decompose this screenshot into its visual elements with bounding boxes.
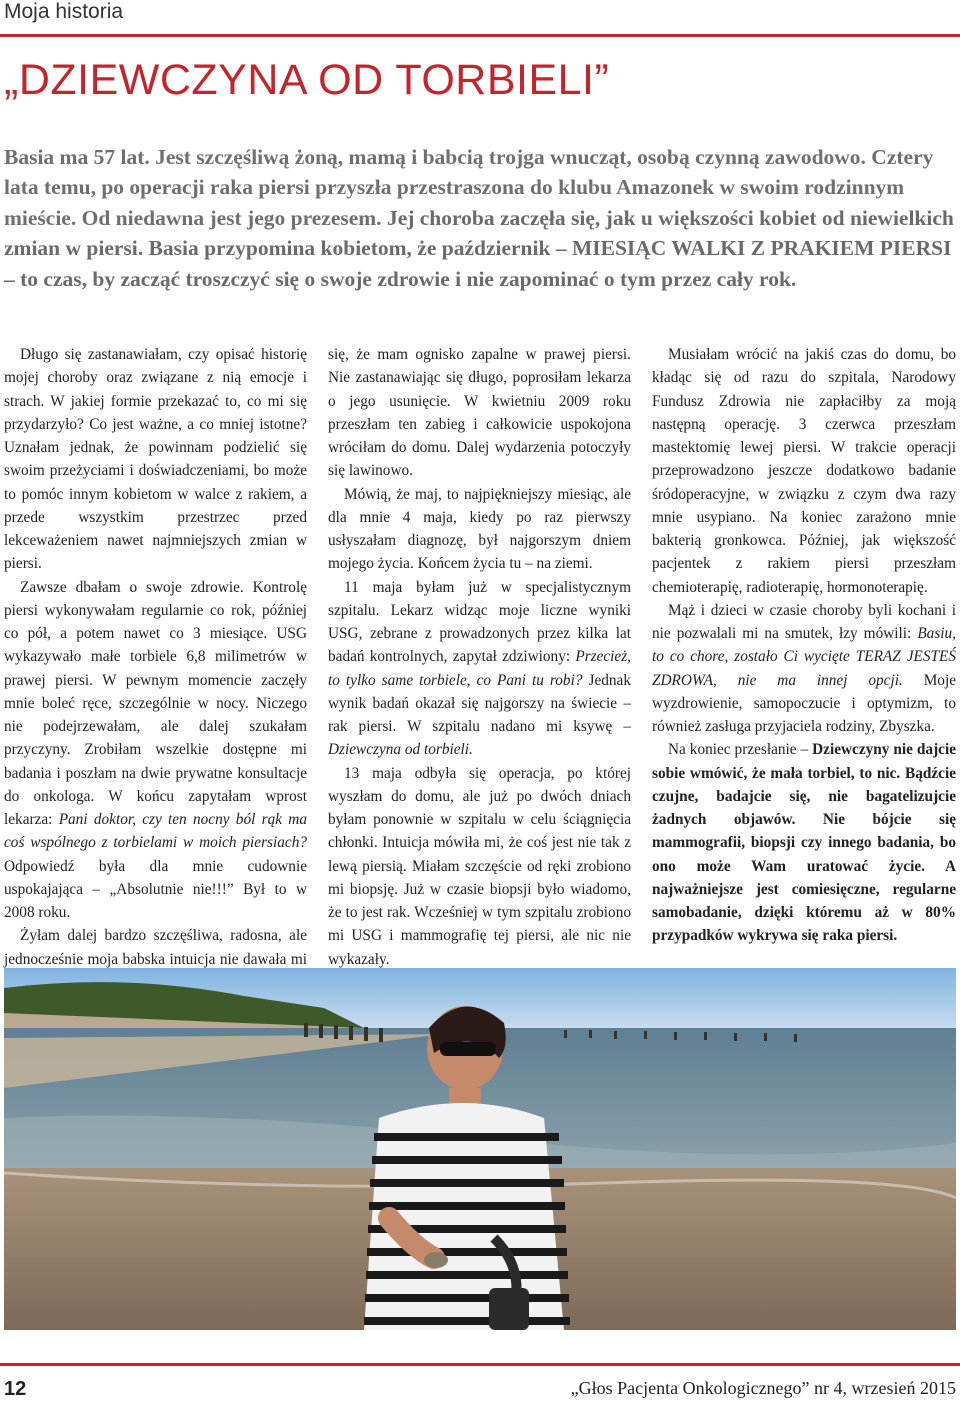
text-run: Moje wyzdrowienie, samopoczucie i optymizm, to również zasługa przyjaciela rodziny, Zbyszka. [652,671,956,735]
article-title: „DZIEWCZYNA OD TORBIELI” [4,56,610,104]
lead-paragraph [4,142,954,294]
lead-part1: Basia ma 57 lat. Jest szczęśliwą żoną, mamą i babcią trojga wnucząt, osobą czynną zawodowo. Cztery lata temu, po operacji raka piersi przyszła przestraszona do klubu Amazonek w swoim rodzinnym mieście. Od niedawna jest jego prezesem. [4,145,934,230]
paragraph: Mówią, że maj, to najpiękniejszy miesiąc, ale dla mnie 4 maja, kiedy po raz pierwszy usłyszałam diagnozę, był najgorszym dniem mojego życia. Końcem życia tu – na ziemi. [328,485,631,573]
text-run: Jednak wynik badań okazał się najgorszy na świecie – rak piersi. W szpitalu nadano mi ksywę [328,671,631,735]
text-run: Mąż i dzieci w czasie choroby byli kochani i nie pozwalali mi na smutek, łzy mówili: [652,601,956,642]
message-bold: Dziewczyny nie dajcie sobie wmówić, że mała torbiel, to nic. Bądźcie czujne, badajcie się, nie bagatelizujcie żadnych objawów. Nie bójcie się mammografii, biopsji czy innego badania, bo ono może Wam uratować życie. A najważniejsze jest comiesięczne, regularne samobadanie, dzięki któremu aż w 80% przypadków wykrywa się raka piersi. [652,741,956,945]
text-run: 11 maja byłam już w specjalistycznym szpitalu. Lekarz widząc moje liczne wyniki USG, zebrane z prowadzonych przez kilka lat badań kontrolnych, zapytał zdziwiony: [328,578,631,666]
section-rule [0,34,960,37]
footer-rule [0,1363,960,1366]
article-column-1 [4,343,307,994]
quote-italic: Basiu, to co chore, zostało Ci wycięte TERAZ JESTEŚ ZDROWA, nie ma innej opcji. [652,625,956,689]
paragraph: Żyłam dalej bardzo szczęśliwa, radosna, ale jednocześnie moja babska intuicja nie dawała mi [4,927,307,968]
text-run: Na koniec przesłanie – [668,741,813,759]
paragraph [328,576,631,762]
section-label: Moja historia [4,0,124,23]
paragraph: 13 maja odbyła się operacja, po której wyszłam do domu, ale już po dwóch dniach byłam ponownie w szpitalu w celu ściągnięcia chłonki. Intuicja mówiła mi, że coś jest nie tak z lewą piersią. Miałam szczęście od ręki zrobiono mi biopsję. Już w czasie biopsji było wiadomo, że to jest rak. Wcześniej w tym szpitalu zrobiono mi USG i mammografię tej piersi, ale nic nie wykazały. [328,764,631,968]
paragraph [652,599,956,739]
lead-part2: Jej choroba zaczęła się, jak u większości kobiet od niewielkich zmian w piersi. Basia przypomina kobietom, że październik – MIESIĄC WALKI Z PRAKIEM PIERSI – to czas, by zacząć troszczyć się o swoje zdrowie i nie zapominać o tym przez cały rok. [4,205,954,291]
paragraph [652,738,956,947]
publication-credit: „Głos Pacjenta Onkologicznego” nr 4, wrzesień 2015 [570,1378,956,1398]
quote-italic: Pani doktor, czy ten nocny ból rąk ma coś wspólnego z torbielami w moich piersiach? [4,811,307,852]
page-number: 12 [4,1378,27,1400]
paragraph: się, że mam ognisko zapalne w prawej piersi. Nie zastanawiając się długo, poprosiłam lekarza o jego usunięcie. W kwietniu 2009 roku przeszłam ten zabieg i całkowicie uspokojona wróciłam do domu. Dalej wydarzenia potoczyły się lawinowo. [328,346,631,480]
quote-italic: Przecież, to tylko same torbiele, co Pani tu robi? [328,648,631,689]
paragraph: Długo się zastanawiałam, czy opisać historię mojej choroby oraz związane z nią emocje i strach. W jakiej formie przekazać to, co mi się przydarzyło? Co jest ważne, a co mniej istotne? Uznałam jednak, że powinnam podzielić się swoim przeżyciami i doświadczeniami, bo może to pomóc innym kobietom w walce z rakiem, a przede wszystkim przestrzec przed lekceważeniem nawet najmniejszych zmian w piersi. [4,346,307,573]
beach-photo [4,968,956,1330]
quote-italic: – Dziewczyna od torbieli. [328,718,631,759]
paragraph [4,576,307,925]
article-column-3 [652,343,956,948]
text-run: Odpowiedź była dla mnie cudownie uspokajająca – „Absolutnie nie!!!” Był to w 2008 roku. [4,857,307,921]
text-run: Zawsze dbałam o swoje zdrowie. Kontrolę piersi wykonywałam regularnie co rok, później co pół, a potem nawet co 3 miesiące. USG wykazywało małe torbiele 6,8 milimetrów w prawej piersi. W pewnym momencie zaczęły mnie boleć ręce, szczególnie w nocy. Niczego nie podejrzewałam, ale dalej szukałam przyczyny. Zrobiłam wszelkie dostępne mi badania i poszłam na dwie prywatne konsultacje do onkologa. W końcu zapytałam wprost lekarza: [4,578,307,828]
paragraph: Musiałam wrócić na jakiś czas do domu, bo kładąc się od razu do szpitala, Narodowy Fundusz Zdrowia nie zapłaciłby za moją następną operację. 3 czerwca przeszłam mastektomię lewej piersi. W trakcie operacji przeprowadzono jeszcze dodatkowo badanie śródoperacyjne, w związku z czym dwa razy mnie usypiano. Na koniec zarażono mnie bakterią gronkowca. Później, jak większość pacjentek z rakiem piersi przeszłam chemioterapię, radioterapię, hormonoterapię. [652,346,956,596]
article-column-2 [328,343,631,971]
beach-photo-illustration [4,968,956,1330]
